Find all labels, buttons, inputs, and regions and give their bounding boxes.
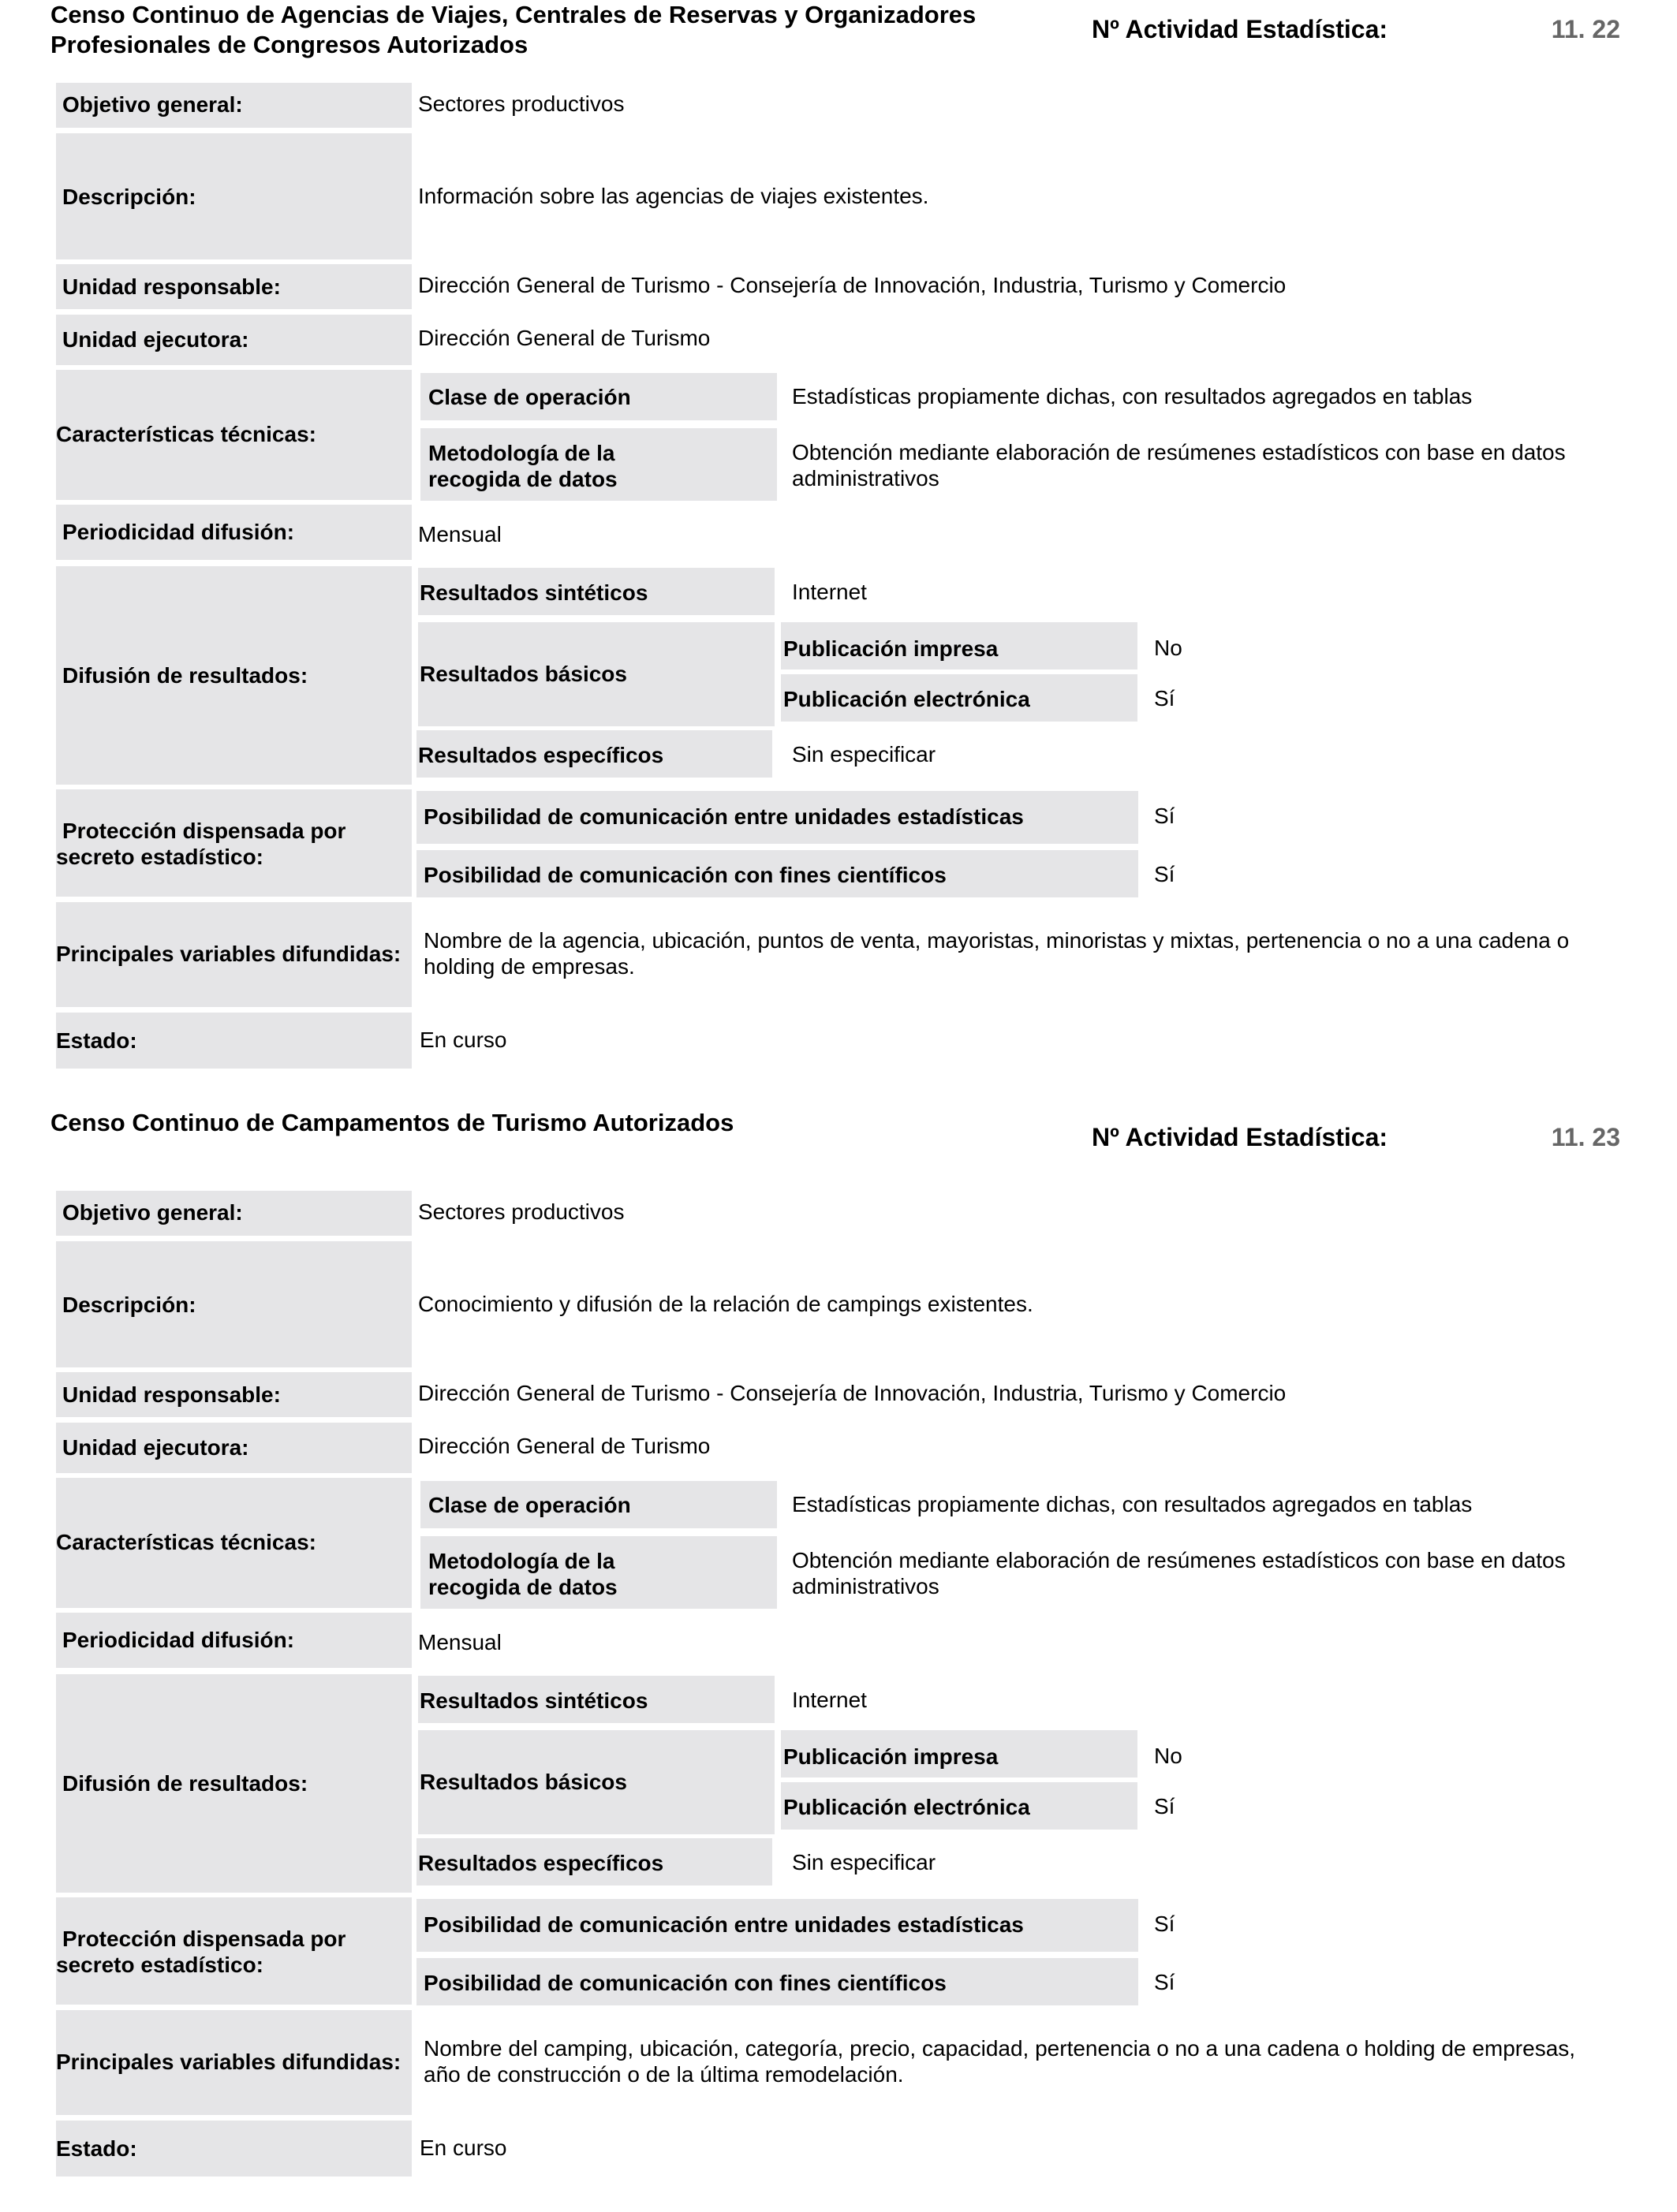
publicacion-electronica-label: Publicación electrónica [783,1795,1030,1819]
comunicacion-cientificos-label: Posibilidad de comunicación con fines científicos [424,863,947,887]
estado-label: Estado: [56,2136,137,2161]
unidad-ejecutora-label: Unidad ejecutora: [62,327,249,352]
descripcion-value: Información sobre las agencias de viajes existentes. [418,184,929,208]
descripcion-label: Descripción: [62,185,196,209]
clase-operacion-label: Clase de operación [428,1493,631,1517]
activity-number: 11. 23 [1551,1123,1620,1151]
unidad-responsable-value: Dirección General de Turismo - Consejería de Innovación, Industria, Turismo y Comercio [418,273,1287,297]
statistical-activity-card [0,1108,1677,2212]
estado-value: En curso [420,2136,507,2160]
proteccion-label: Protección dispensada por secreto estadístico: [56,1927,346,1977]
statistical-activity-card [0,0,1677,1104]
descripcion-label: Descripción: [62,1293,196,1317]
comunicacion-cientificos-value: Sí [1154,862,1175,886]
basicos-label: Resultados básicos [420,662,627,686]
activity-title: Censo Continuo de Agencias de Viajes, Centrales de Reservas y Organizadores Profesionales de Congresos Autorizados [50,1,977,58]
objetivo-value: Sectores productivos [418,1199,625,1224]
metodologia-value: Obtención mediante elaboración de resúmenes estadísticos con base en datos administrativos [792,1548,1566,1598]
comunicacion-cientificos-label: Posibilidad de comunicación con fines científicos [424,1971,947,1995]
publicacion-impresa-label: Publicación impresa [783,636,999,661]
comunicacion-unidades-value: Sí [1154,804,1175,828]
difusion-label: Difusión de resultados: [62,663,308,688]
variables-label: Principales variables difundidas: [56,942,402,966]
comunicacion-unidades-value: Sí [1154,1912,1175,1936]
activity-number: 11. 22 [1551,15,1620,43]
variables-label: Principales variables difundidas: [56,2050,402,2074]
unidad-ejecutora-value: Dirección General de Turismo [418,326,711,350]
clase-operacion-value: Estadísticas propiamente dichas, con resultados agregados en tablas [792,384,1473,408]
comunicacion-unidades-label: Posibilidad de comunicación entre unidades estadísticas [424,1912,1024,1937]
basicos-label: Resultados básicos [420,1770,627,1794]
periodicidad-label: Periodicidad difusión: [62,520,295,544]
periodicidad-label: Periodicidad difusión: [62,1628,295,1652]
publicacion-impresa-value: No [1154,636,1182,660]
clase-operacion-value: Estadísticas propiamente dichas, con resultados agregados en tablas [792,1492,1473,1516]
sinteticos-value: Internet [792,580,867,604]
activity-number-label: Nº Actividad Estadística: [1092,1123,1388,1151]
estado-label: Estado: [56,1028,137,1053]
unidad-ejecutora-value: Dirección General de Turismo [418,1434,711,1458]
publicacion-electronica-value: Sí [1154,686,1175,711]
metodologia-value: Obtención mediante elaboración de resúmenes estadísticos con base en datos administrativos [792,440,1566,491]
unidad-responsable-label: Unidad responsable: [62,1382,281,1407]
activity-title: Censo Continuo de Campamentos de Turismo Autorizados [50,1109,734,1136]
metodologia-label: Metodología de la recogida de datos [428,441,618,491]
publicacion-electronica-value: Sí [1154,1794,1175,1818]
proteccion-label: Protección dispensada por secreto estadístico: [56,819,346,869]
comunicacion-unidades-label: Posibilidad de comunicación entre unidades estadísticas [424,804,1024,829]
metodologia-label: Metodología de la recogida de datos [428,1549,618,1599]
especificos-label: Resultados específicos [418,1851,664,1875]
objetivo-value: Sectores productivos [418,91,625,116]
objetivo-label: Objetivo general: [62,92,243,117]
periodicidad-value: Mensual [418,522,502,546]
publicacion-impresa-label: Publicación impresa [783,1744,999,1769]
sinteticos-label: Resultados sintéticos [420,1688,648,1713]
unidad-responsable-label: Unidad responsable: [62,274,281,299]
sinteticos-label: Resultados sintéticos [420,580,648,605]
variables-value: Nombre del camping, ubicación, categoría, precio, capacidad, pertenencia o no a una cadena o holding de empresas, año de construcción o de la última remodelación. [424,2036,1576,2087]
periodicidad-value: Mensual [418,1630,502,1654]
unidad-ejecutora-label: Unidad ejecutora: [62,1435,249,1460]
estado-value: En curso [420,1028,507,1052]
publicacion-electronica-label: Publicación electrónica [783,687,1030,711]
comunicacion-cientificos-value: Sí [1154,1970,1175,1994]
clase-operacion-label: Clase de operación [428,385,631,409]
especificos-value: Sin especificar [792,742,936,767]
caracteristicas-label: Características técnicas: [56,1530,316,1554]
especificos-value: Sin especificar [792,1850,936,1874]
sinteticos-value: Internet [792,1688,867,1712]
publicacion-impresa-value: No [1154,1744,1182,1768]
variables-value: Nombre de la agencia, ubicación, puntos de venta, mayoristas, minoristas y mixtas, pertenencia o no a una cadena o holding de empresas. [424,928,1570,979]
objetivo-label: Objetivo general: [62,1200,243,1225]
unidad-responsable-value: Dirección General de Turismo - Consejería de Innovación, Industria, Turismo y Comercio [418,1381,1287,1405]
difusion-label: Difusión de resultados: [62,1771,308,1796]
descripcion-value: Conocimiento y difusión de la relación de campings existentes. [418,1292,1033,1316]
caracteristicas-label: Características técnicas: [56,422,316,446]
especificos-label: Resultados específicos [418,743,664,767]
activity-number-label: Nº Actividad Estadística: [1092,15,1388,43]
